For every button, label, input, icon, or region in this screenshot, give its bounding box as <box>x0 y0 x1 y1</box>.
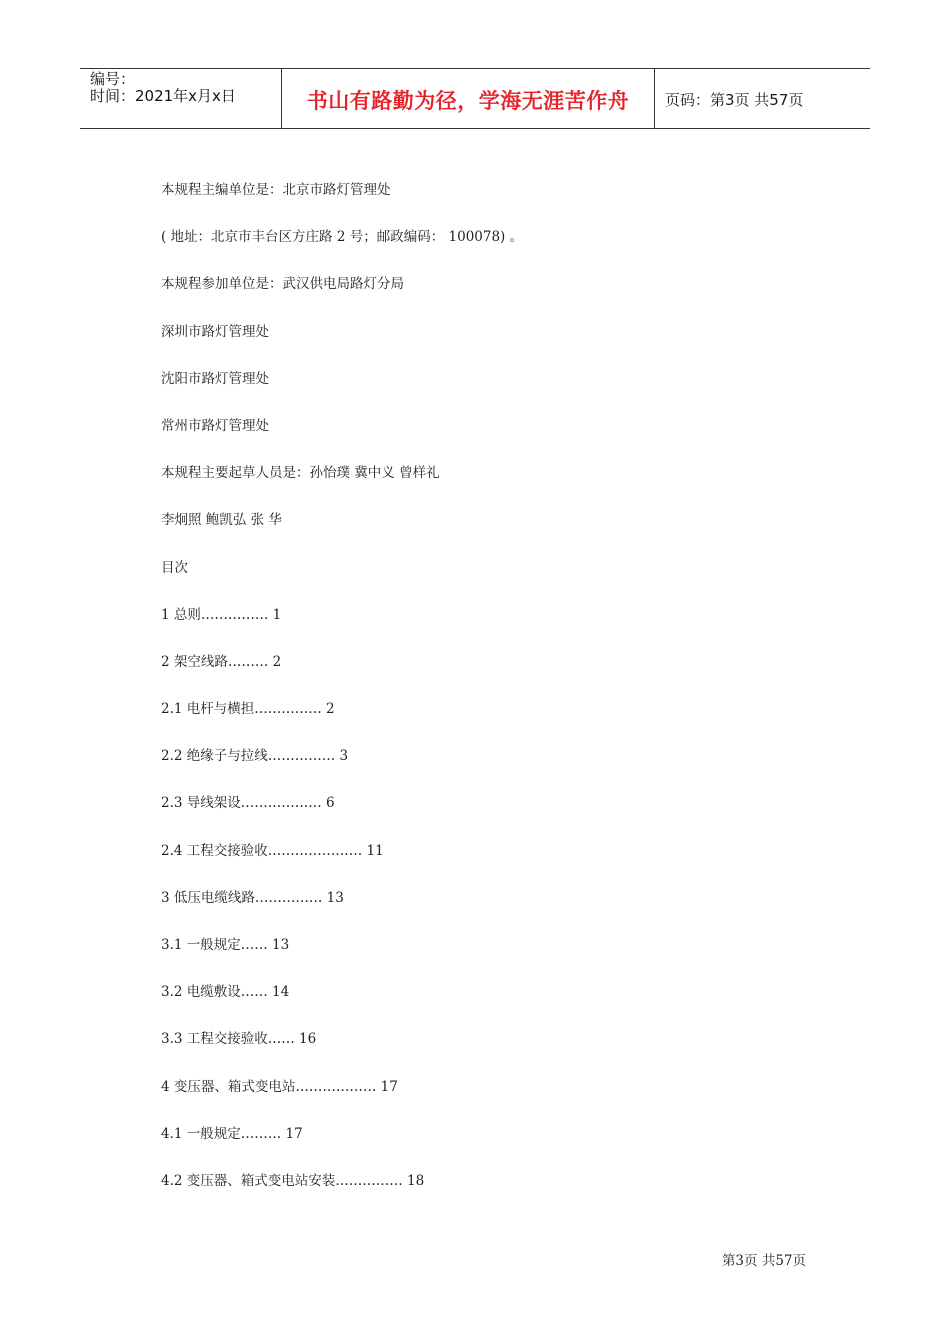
toc-entry: 1 总则…………… 1 <box>161 606 282 623</box>
toc-entry: 3.2 电缆敷设…… 14 <box>161 984 290 1001</box>
toc-entry: 4.1 一般规定……… 17 <box>161 1125 303 1142</box>
body-line: 李炯照 鲍凯弘 张 华 <box>161 512 282 529</box>
header-page-cell <box>655 69 870 128</box>
document-number-label: 编号： <box>90 70 136 88</box>
header-motto: 书山有路勤为径，学海无涯苦作舟 <box>306 88 630 113</box>
body-line: 本规程主编单位是：北京市路灯管理处 <box>161 182 391 198</box>
toc-entry: 2 架空线路……… 2 <box>161 653 282 670</box>
body-line: 深圳市路灯管理处 <box>161 323 269 340</box>
toc-entry: 3.3 工程交接验收…… 16 <box>161 1031 317 1048</box>
toc-entry: 2.4 工程交接验收………………… 11 <box>161 842 384 859</box>
body-line: ( 地址：北京市丰台区方庄路 2 号；邮政编码： 100078) 。 <box>161 229 524 246</box>
toc-entry: 4 变压器、箱式变电站……………… 17 <box>161 1078 398 1095</box>
body-line: 常州市路灯管理处 <box>161 417 269 434</box>
page-footer: 第3页 共57页 <box>721 1253 806 1269</box>
toc-title: 目次 <box>161 559 188 576</box>
page-header <box>80 68 870 129</box>
toc-entry: 2.3 导线架设……………… 6 <box>161 795 335 812</box>
document-time-label: 时间：2021年x月x日 <box>90 87 236 105</box>
toc-entry: 2.2 绝缘子与拉线…………… 3 <box>161 748 349 765</box>
toc-entry: 2.1 电杆与横担…………… 2 <box>161 701 335 718</box>
body-line: 本规程参加单位是：武汉供电局路灯分局 <box>161 276 404 293</box>
toc-entry: 4.2 变压器、箱式变电站安装…………… 18 <box>161 1172 425 1189</box>
toc-entry: 3.1 一般规定…… 13 <box>161 937 290 953</box>
header-page-number: 页码：第3页 共57页 <box>665 91 804 109</box>
document-body <box>161 180 881 1218</box>
header-motto-cell <box>282 69 655 128</box>
header-meta <box>80 69 282 128</box>
body-line: 本规程主要起草人员是：孙怡璞 冀中义 曾样礼 <box>161 465 440 482</box>
toc-entry: 3 低压电缆线路…………… 13 <box>161 889 344 906</box>
body-line: 沈阳市路灯管理处 <box>161 370 269 387</box>
